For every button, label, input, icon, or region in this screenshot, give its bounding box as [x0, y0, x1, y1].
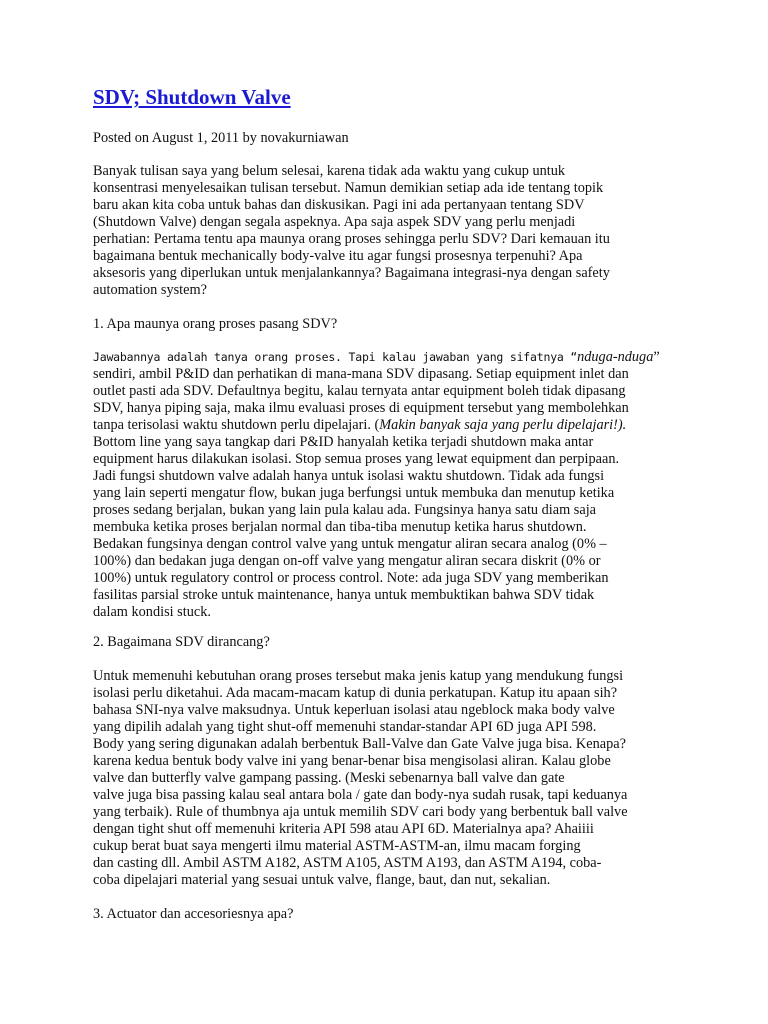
- answer-1-line: 100%) untuk regulatory control or process control. Note: ada juga SDV yang memberikan: [93, 570, 609, 586]
- answer-1-quote-end: ”: [653, 349, 660, 365]
- question-3: 3. Actuator dan accesoriesnya apa?: [93, 906, 294, 922]
- answer-1-emphasis: nduga-nduga: [577, 349, 654, 365]
- intro-line: (Shutdown Valve) dengan segala aspeknya. Apa saja aspek SDV yang perlu menjadi: [93, 214, 576, 230]
- question-1: 1. Apa maunya orang proses pasang SDV?: [93, 316, 338, 332]
- answer-2-line: dan casting dll. Ambil ASTM A182, ASTM A105, ASTM A193, dan ASTM A194, coba-: [93, 855, 602, 871]
- answer-1-line: equipment harus dilakukan isolasi. Stop semua proses yang lewat equipment dan perpipaan.: [93, 451, 620, 467]
- answer-2-line: dengan tight shut off memenuhi kriteria API 598 atau API 6D. Materialnya apa? Ahaiiii: [93, 821, 594, 837]
- answer-2-line: isolasi perlu diketahui. Ada macam-macam katup di dunia perkatupan. Katup itu apaan sih?: [93, 685, 618, 701]
- answer-1-italic-note: Makin banyak saja yang perlu dipelajari!).: [379, 417, 627, 433]
- answer-1-line: Bedakan fungsinya dengan control valve yang untuk mengatur aliran secara analog (0% –: [93, 536, 607, 552]
- answer-1-paragraph: [93, 349, 678, 621]
- answer-1-italic-line: [93, 417, 678, 434]
- intro-line: aksesoris yang diperlukan untuk menjalankannya? Bagaimana integrasi-nya dengan safety: [93, 265, 610, 281]
- answer-1-line: outlet pasti ada SDV. Defaultnya begitu, kalau ternyata antar equipment boleh tidak dipasang: [93, 383, 626, 399]
- post-meta: Posted on August 1, 2011 by novakurniawan: [93, 130, 349, 146]
- answer-2-line: yang dipilih adalah yang tight shut-off memenuhi standar-standar API 6D juga API 598.: [93, 719, 597, 735]
- intro-line: konsentrasi menyelesaikan tulisan tersebut. Namun demikian setiap ada ide tentang topik: [93, 180, 604, 196]
- answer-2-line: coba dipelajari material yang sesuai untuk valve, flange, baut, dan nut, sekalian.: [93, 872, 551, 888]
- answer-1-line: dalam kondisi stuck.: [93, 604, 211, 620]
- article-title-link[interactable]: SDV; Shutdown Valve: [93, 85, 291, 109]
- answer-1-line: membuka ketika proses berjalan normal dan tiba-tiba menutup ketika harus shutdown.: [93, 519, 587, 535]
- answer-2-line: karena kedua bentuk body valve ini yang benar-benar bisa mengisolasi aliran. Kalau globe: [93, 753, 611, 769]
- answer-2-line: bahasa SNI-nya valve maksudnya. Untuk keperluan isolasi atau ngeblock maka body valve: [93, 702, 615, 718]
- answer-2-line: valve juga bisa passing kalau seal antara bola / gate dan body-nya sudah rusak, tapi keduanya: [93, 787, 628, 803]
- answer-2-line: Untuk memenuhi kebutuhan orang proses tersebut maka jenis katup yang mendukung fungsi: [93, 668, 624, 684]
- answer-1-line: SDV, hanya piping saja, maka ilmu evaluasi proses di equipment tersebut yang membolehkan: [93, 400, 629, 416]
- intro-line: perhatian: Pertama tentu apa maunya orang proses sehingga perlu SDV? Dari kemauan itu: [93, 231, 610, 247]
- intro-line: baru akan kita coba untuk bahas dan diskusikan. Pagi ini ada pertanyaan tentang SDV: [93, 197, 585, 213]
- answer-1-mono-text: Jawabannya adalah tanya orang proses. Tapi kalau jawaban yang sifatnya “: [93, 350, 578, 364]
- intro-paragraph: [93, 163, 678, 299]
- question-2: 2. Bagaimana SDV dirancang?: [93, 634, 270, 650]
- answer-1-line: 100%) dan bedakan juga dengan on-off valve yang mengatur aliran secara diskrit (0% or: [93, 553, 601, 569]
- answer-1-first-line: [93, 349, 678, 366]
- intro-line: automation system?: [93, 282, 207, 298]
- intro-line: Banyak tulisan saya yang belum selesai, karena tidak ada waktu yang cukup untuk: [93, 163, 566, 179]
- answer-2-line: yang terbaik). Rule of thumbnya aja untuk memilih SDV cari body yang berbentuk ball valve: [93, 804, 628, 820]
- answer-1-line: Bottom line yang saya tangkap dari P&ID hanyalah ketika terjadi shutdown maka antar: [93, 434, 594, 450]
- answer-1-line: yang lain seperti mengatur flow, bukan juga berfungsi untuk membuka dan menutup ketika: [93, 485, 615, 501]
- answer-1-line: proses sedang berjalan, bukan yang lain pula kalau ada. Fungsinya hanya satu diam saja: [93, 502, 597, 518]
- answer-2-line: Body yang sering digunakan adalah berbentuk Ball-Valve dan Gate Valve juga bisa. Kenapa?: [93, 736, 626, 752]
- answer-1-line: fasilitas parsial stroke untuk maintenance, hanya untuk membuktikan bahwa SDV tidak: [93, 587, 595, 603]
- answer-2-line: valve dan butterfly valve gampang passing. (Meski sebenarnya ball valve dan gate: [93, 770, 565, 786]
- answer-1-line: sendiri, ambil P&ID dan perhatikan di mana-mana SDV dipasang. Setiap equipment inlet dan: [93, 366, 629, 382]
- answer-2-paragraph: [93, 668, 678, 889]
- answer-2-line: cukup berat buat saya mengerti ilmu material ASTM-ASTM-an, ilmu macam forging: [93, 838, 581, 854]
- answer-1-line: Jadi fungsi shutdown valve adalah hanya untuk isolasi waktu shutdown. Tidak ada fungsi: [93, 468, 605, 484]
- answer-1-italic-prefix: tanpa terisolasi waktu shutdown perlu dipelajari. (: [93, 417, 380, 433]
- intro-line: bagaimana bentuk mechanically body-valve itu agar fungsi prosesnya terpenuhi? Apa: [93, 248, 583, 264]
